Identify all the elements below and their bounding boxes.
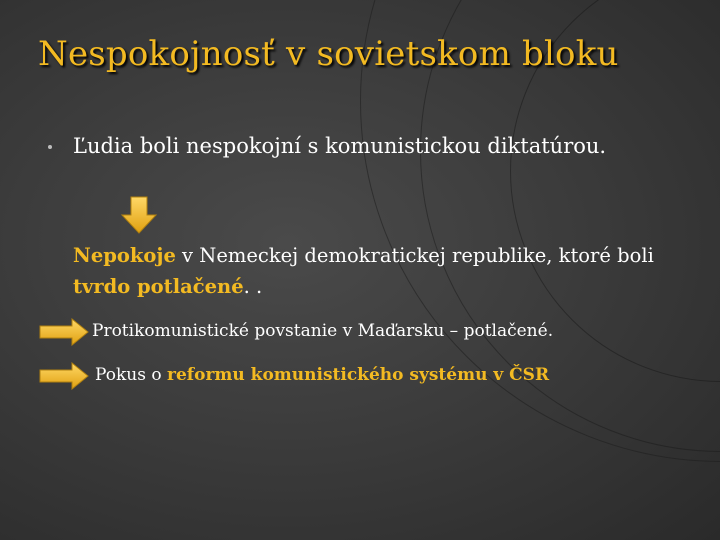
subpoint-text [95,362,549,388]
highlight-nepokoje: Nepokoje [73,244,176,267]
right-arrow-icon [38,362,90,390]
slide-title: Nespokojnosť v sovietskom bloku [38,34,619,74]
subpoint-text: Protikomunistické povstanie v Maďarsku – potlačené. [92,321,554,341]
detail-text-part2: . . [243,275,263,298]
subpoint-prefix: Pokus o [95,365,168,385]
highlight-potlacene: tvrdo potlačené [73,275,244,298]
detail-text-part1: v Nemeckej demokratickej republike, ktoré boli [175,244,654,267]
highlight-reform: reformu komunistického systému v ČSR [167,365,550,385]
subpoint-csr [38,358,698,394]
right-arrow-icon [38,318,90,346]
down-arrow-icon [120,195,158,235]
bullet-text: Ľudia boli nespokojní s komunistickou diktatúrou. [73,134,607,158]
subpoint-hungary [38,314,698,350]
detail-text [73,240,693,302]
bullet-dot-icon [48,145,52,149]
